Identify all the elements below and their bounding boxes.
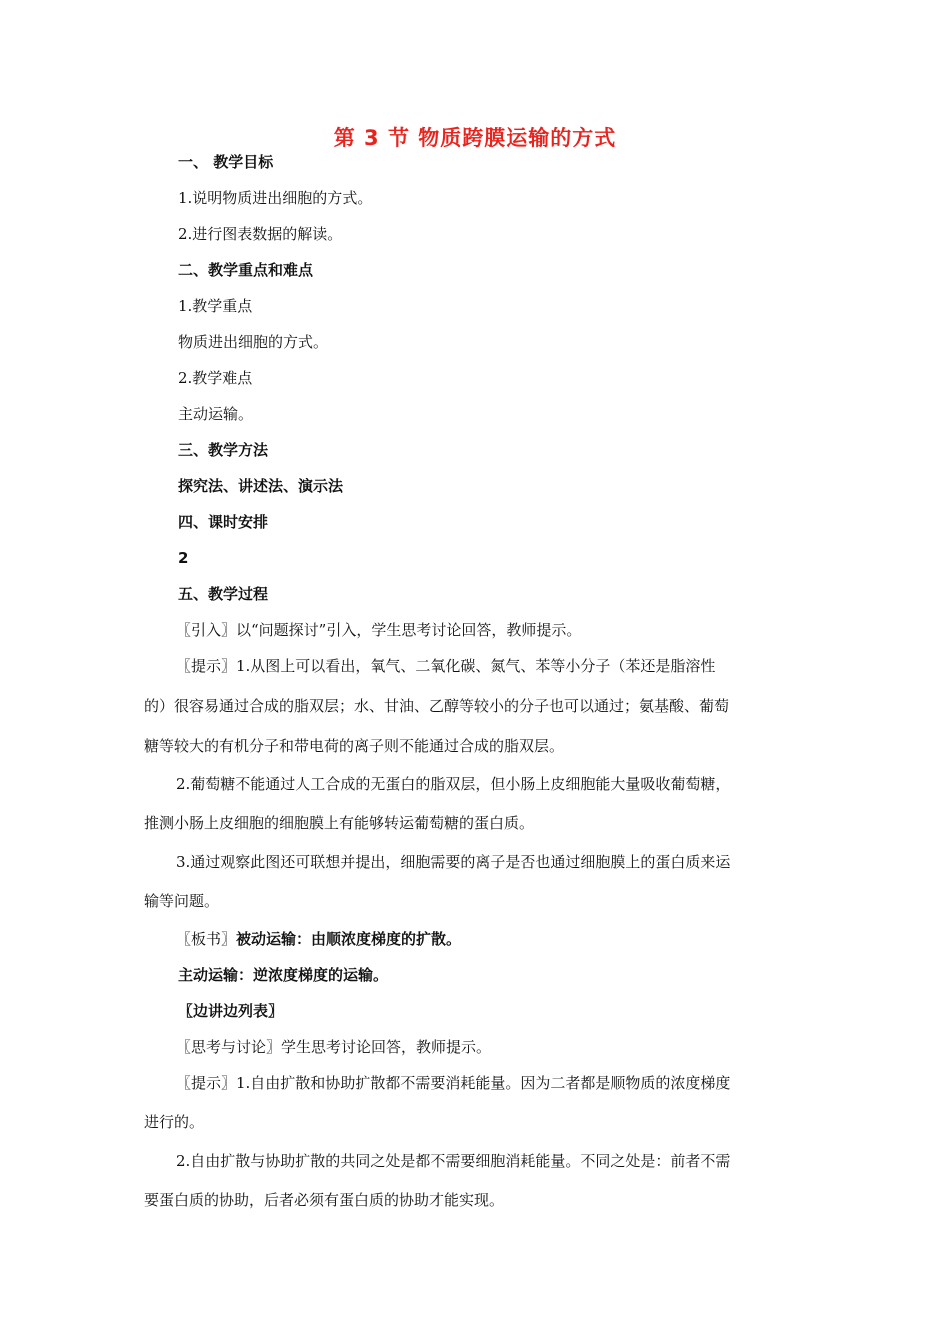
text-line: 2.教学难点 xyxy=(178,369,253,387)
text-line: 1.说明物质进出细胞的方式。 xyxy=(178,189,373,207)
table-note: 〖边讲边列表〗 xyxy=(178,1002,284,1020)
board-note-text: 被动运输：由顺浓度梯度的扩散。 xyxy=(236,930,462,948)
paragraph-line: 输等问题。 xyxy=(144,892,220,910)
text-line: 1.教学重点 xyxy=(178,297,253,315)
text-line: 2.进行图表数据的解读。 xyxy=(178,225,343,243)
heading-process: 五、教学过程 xyxy=(178,585,269,603)
heading-methods: 三、教学方法 xyxy=(178,441,269,459)
schedule-value: 2 xyxy=(178,549,189,567)
paragraph-line: 要蛋白质的协助，后者必须有蛋白质的协助才能实现。 xyxy=(144,1191,505,1209)
board-note-prefix: 〖板书〗 xyxy=(176,930,237,948)
paragraph-line: 〖思考与讨论〗学生思考讨论回答，教师提示。 xyxy=(176,1038,492,1056)
paragraph-line: 3.通过观察此图还可联想并提出，细胞需要的离子是否也通过细胞膜上的蛋白质来运 xyxy=(176,853,731,871)
paragraph-line: 推测小肠上皮细胞的细胞膜上有能够转运葡萄糖的蛋白质。 xyxy=(144,814,535,832)
heading-key-points: 二、教学重点和难点 xyxy=(178,261,314,279)
paragraph-line: 〖引入〗以“问题探讨”引入，学生思考讨论回答，教师提示。 xyxy=(176,621,582,639)
heading-objectives: 一、 教学目标 xyxy=(178,153,274,171)
paragraph-line: 〖提示〗1.从图上可以看出，氧气、二氧化碳、氮气、苯等小分子（苯还是脂溶性 xyxy=(176,657,716,675)
paragraph-line: 的）很容易通过合成的脂双层；水、甘油、乙醇等较小的分子也可以通过；氨基酸、葡萄 xyxy=(144,697,730,715)
page-title: 第 3 节 物质跨膜运输的方式 xyxy=(333,126,617,150)
paragraph-line: 进行的。 xyxy=(144,1113,205,1131)
text-line: 主动运输。 xyxy=(178,405,254,423)
paragraph-line: 〖提示〗1.自由扩散和协助扩散都不需要消耗能量。因为二者都是顺物质的浓度梯度 xyxy=(176,1074,731,1092)
paragraph-line: 糖等较大的有机分子和带电荷的离子则不能通过合成的脂双层。 xyxy=(144,737,565,755)
board-note-line: 主动运输：逆浓度梯度的运输。 xyxy=(178,966,389,984)
paragraph-line: 2.葡萄糖不能通过人工合成的无蛋白的脂双层，但小肠上皮细胞能大量吸收葡萄糖， xyxy=(176,775,731,793)
text-line: 物质进出细胞的方式。 xyxy=(178,333,329,351)
board-note xyxy=(176,929,461,949)
methods-text: 探究法、讲述法、演示法 xyxy=(178,477,344,495)
heading-schedule: 四、课时安排 xyxy=(178,513,269,531)
paragraph-line: 2.自由扩散与协助扩散的共同之处是都不需要细胞消耗能量。不同之处是：前者不需 xyxy=(176,1152,731,1170)
